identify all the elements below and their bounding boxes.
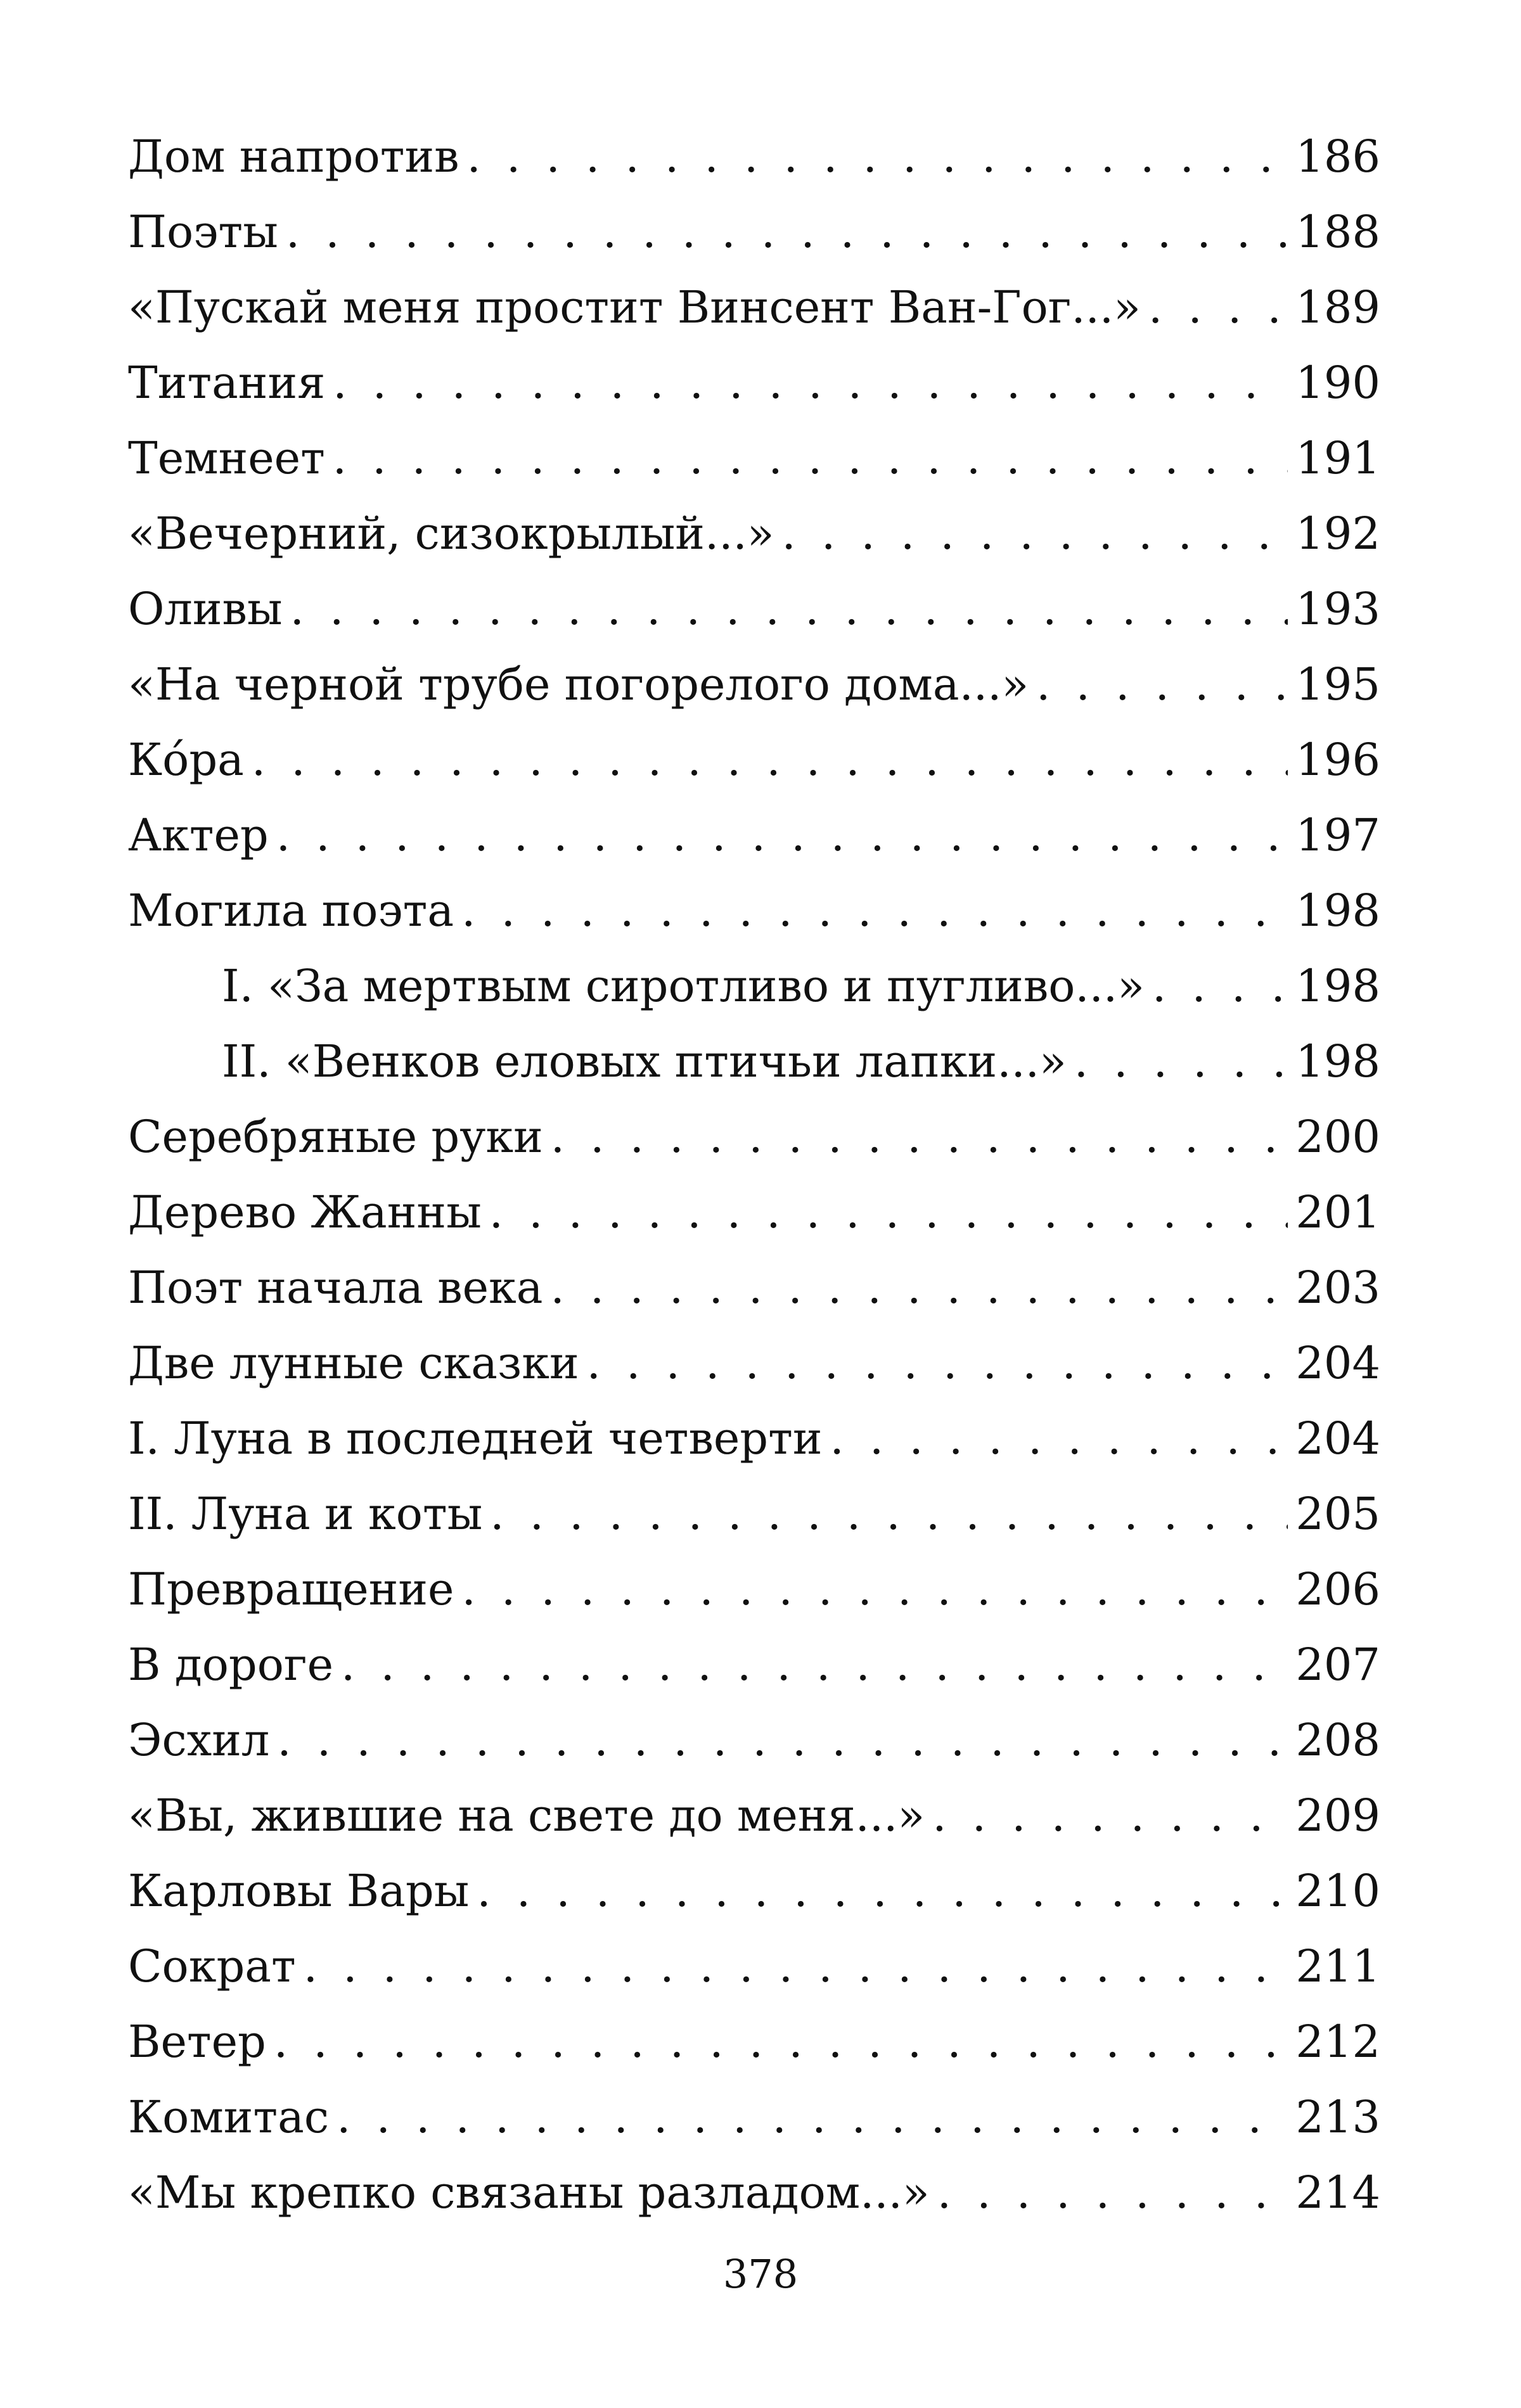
toc-entry (128, 647, 1380, 722)
dot-leader (551, 1250, 1288, 1326)
entry-title: Две лунные сказки (128, 1337, 579, 1389)
entry-title: II. «Венков еловых птичьи лапки...» (222, 1035, 1067, 1087)
toc-entry (128, 2155, 1380, 2231)
toc-entry (128, 1854, 1380, 1929)
toc-entry (128, 1476, 1380, 1552)
entry-page-number: 208 (1295, 1714, 1380, 1766)
entry-page-number: 214 (1295, 2167, 1380, 2219)
entry-page-number: 197 (1295, 809, 1380, 861)
entry-title: «Вы, жившие на свете до меня...» (128, 1790, 925, 1841)
toc-entry (128, 496, 1380, 572)
toc-entry (128, 119, 1380, 195)
entry-title: Поэты (128, 206, 278, 258)
entry-page-number: 195 (1295, 658, 1380, 710)
dot-leader (290, 572, 1288, 647)
dot-leader (1074, 1024, 1288, 1099)
entry-title: «На черной трубе погорелого дома...» (128, 658, 1029, 710)
entry-page-number: 192 (1295, 508, 1380, 560)
toc-entry (128, 1627, 1380, 1703)
entry-title: Актер (128, 809, 269, 861)
dot-leader (337, 2080, 1288, 2155)
dot-leader (341, 1627, 1288, 1703)
entry-title: Темнеет (128, 432, 325, 484)
entry-page-number: 186 (1295, 131, 1380, 183)
entry-page-number: 204 (1295, 1337, 1380, 1389)
toc-entry (128, 1401, 1380, 1476)
toc-entry (128, 1250, 1380, 1326)
dot-leader (274, 2004, 1288, 2080)
entry-page-number: 204 (1295, 1412, 1380, 1464)
toc-entry (128, 722, 1380, 798)
entry-page-number: 198 (1295, 1035, 1380, 1087)
entry-title: Превращение (128, 1563, 454, 1615)
entry-title: Карловы Вары (128, 1865, 470, 1917)
entry-title: Могила поэта (128, 885, 454, 937)
entry-page-number: 198 (1295, 960, 1380, 1012)
toc-entry (128, 798, 1380, 873)
entry-page-number: 205 (1295, 1488, 1380, 1540)
toc-entry (128, 1929, 1380, 2004)
dot-leader (477, 1854, 1288, 1929)
toc-entry (128, 1024, 1380, 1099)
toc-entry (128, 1326, 1380, 1401)
dot-leader (1036, 647, 1288, 722)
entry-title: Эсхил (128, 1714, 270, 1766)
dot-leader (461, 873, 1288, 949)
entry-title: Дом напротив (128, 131, 459, 183)
toc-entry (128, 1552, 1380, 1627)
toc-entry (128, 270, 1380, 345)
entry-page-number: 200 (1295, 1111, 1380, 1163)
toc-entry (128, 195, 1380, 270)
entry-title: Серебряные руки (128, 1111, 543, 1163)
toc-entry (128, 572, 1380, 647)
entry-page-number: 191 (1295, 432, 1380, 484)
entry-title: Сократ (128, 1940, 296, 1992)
entry-page-number: 212 (1295, 2016, 1380, 2068)
entry-page-number: 196 (1295, 734, 1380, 786)
dot-leader (937, 2155, 1288, 2231)
toc-entry (128, 421, 1380, 496)
dot-leader (286, 195, 1288, 270)
dot-leader (489, 1175, 1288, 1250)
entry-page-number: 198 (1295, 885, 1380, 937)
entry-title: Дерево Жанны (128, 1186, 482, 1238)
toc-entry (128, 949, 1380, 1024)
entry-page-number: 188 (1295, 206, 1380, 258)
dot-leader (252, 722, 1288, 798)
entry-title: I. Луна в последней четверти (128, 1412, 823, 1464)
entry-title: «Пускай меня простит Винсент Ван-Гог...» (128, 281, 1141, 333)
table-of-contents (128, 119, 1380, 2231)
toc-entry (128, 345, 1380, 421)
dot-leader (1152, 949, 1288, 1024)
entry-page-number: 206 (1295, 1563, 1380, 1615)
entry-title: Оливы (128, 583, 283, 635)
dot-leader (277, 1703, 1288, 1778)
dot-leader (782, 496, 1288, 572)
entry-page-number: 203 (1295, 1262, 1380, 1314)
toc-entry (128, 1778, 1380, 1854)
entry-page-number: 211 (1295, 1940, 1380, 1992)
toc-entry (128, 1099, 1380, 1175)
entry-page-number: 213 (1295, 2091, 1380, 2143)
entry-title: II. Луна и коты (128, 1488, 483, 1540)
entry-title: «Мы крепко связаны разладом...» (128, 2167, 930, 2219)
entry-title: В дороге (128, 1639, 333, 1691)
dot-leader (490, 1476, 1288, 1552)
toc-entry (128, 2080, 1380, 2155)
dot-leader (551, 1099, 1288, 1175)
dot-leader (1148, 270, 1288, 345)
entry-page-number: 190 (1295, 357, 1380, 409)
dot-leader (587, 1326, 1288, 1401)
entry-title: Поэт начала века (128, 1262, 543, 1314)
dot-leader (333, 421, 1288, 496)
entry-title: «Вечерний, сизокрылый...» (128, 508, 774, 560)
entry-title: Ветер (128, 2016, 266, 2068)
entry-title: Титания (128, 357, 326, 409)
toc-entry (128, 1175, 1380, 1250)
entry-page-number: 201 (1295, 1186, 1380, 1238)
dot-leader (304, 1929, 1288, 2004)
dot-leader (333, 345, 1288, 421)
entry-title: Ко́ра (128, 734, 244, 786)
toc-entry (128, 1703, 1380, 1778)
dot-leader (467, 119, 1288, 195)
entry-page-number: 207 (1295, 1639, 1380, 1691)
entry-page-number: 210 (1295, 1865, 1380, 1917)
entry-title: I. «За мертвым сиротливо и пугливо...» (222, 960, 1145, 1012)
dot-leader (276, 798, 1288, 873)
toc-entry (128, 873, 1380, 949)
toc-entry (128, 2004, 1380, 2080)
entry-title: Комитас (128, 2091, 330, 2143)
page-number: 378 (722, 2251, 799, 2297)
entry-page-number: 193 (1295, 583, 1380, 635)
dot-leader (932, 1778, 1288, 1854)
entry-page-number: 209 (1295, 1790, 1380, 1841)
dot-leader (461, 1552, 1288, 1627)
dot-leader (830, 1401, 1288, 1476)
entry-page-number: 189 (1295, 281, 1380, 333)
